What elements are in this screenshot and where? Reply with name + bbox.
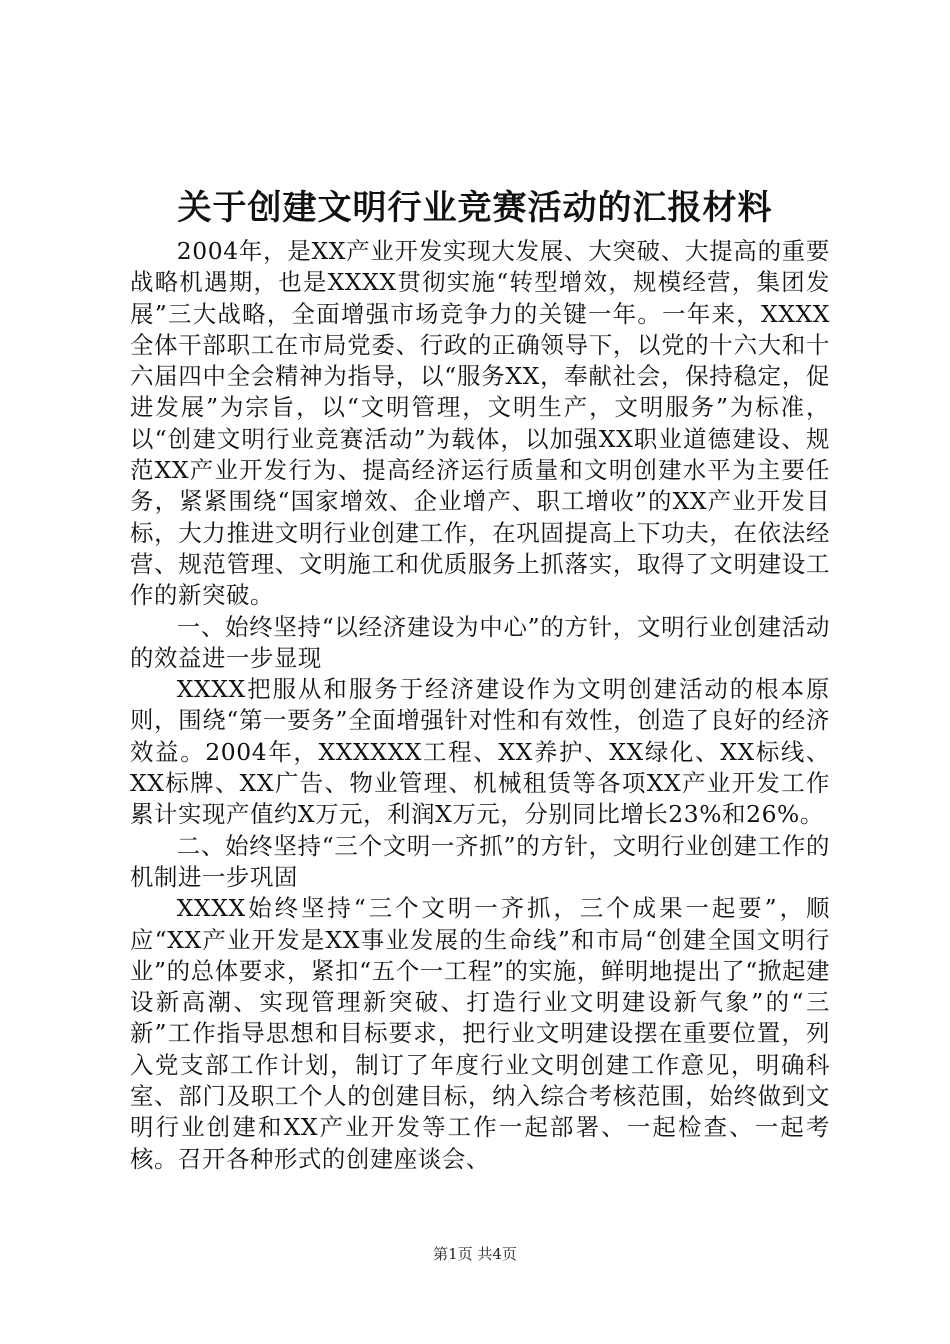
document-body (130, 236, 830, 1175)
document-title: 关于创建文明行业竞赛活动的汇报材料 (177, 188, 773, 228)
paragraph-section-1: XXXX把服从和服务于经济建设作为文明创建活动的根本原则，围绕“第一要务”全面增强针对性和有效性，创造了良好的经济效益。2004年，XXXXXX工程、XX养护、XX绿化、XX标线、XX标牌、XX广告、物业管理、机械租赁等各项XX产业开发工作累计实现产值约X万元，利润X万元，分别同比增长23%和26%。 (130, 675, 830, 829)
paragraph-intro: 2004年，是XX产业开发实现大发展、大突破、大提高的重要战略机遇期，也是XXXX贯彻实施“转型增效，规模经营，集团发展”三大战略，全面增强市场竞争力的关键一年。一年来，XXXX全体干部职工在市局党委、行政的正确领导下，以党的十六大和十六届四中全会精神为指导，以“服务XX，奉献社会，保持稳定，促进发展”为宗旨，以“文明管理，文明生产，文明服务”为标准，以“创建文明行业竞赛活动”为载体，以加强XX职业道德建设、规范XX产业开发行为、提高经济运行质量和文明创建水平为主要任务，紧紧围绕“国家增效、企业增产、职工增收”的XX产业开发目标，大力推进文明行业创建工作，在巩固提高上下功夫，在依法经营、规范管理、文明施工和优质服务上抓落实，取得了文明建设工作的新突破。 (130, 237, 830, 610)
section-heading-1: 一、始终坚持“以经济建设为中心”的方针，文明行业创建活动的效益进一步显现 (130, 612, 830, 672)
paragraph-section-2: XXXX始终坚持“三个文明一齐抓，三个成果一起要”，顺应“XX产业开发是XX事业发展的生命线”和市局“创建全国文明行业”的总体要求，紧扣“五个一工程”的实施，鲜明地提出了“掀起建设新高潮、实现管理新突破、打造行业文明建设新气象”的“三新”工作指导思想和目标要求，把行业文明建设摆在重要位置，列入党支部工作计划，制订了年度行业文明创建工作意见，明确科室、部门及职工个人的创建目标，纳入综合考核范围，始终做到文明行业创建和XX产业开发等工作一起部署、一起检查、一起考核。召开各种形式的创建座谈会、 (130, 894, 830, 1173)
section-heading-2: 二、始终坚持“三个文明一齐抓”的方针，文明行业创建工作的机制进一步巩固 (130, 831, 830, 891)
page-number-footer: 第1页 共4页 (433, 1245, 517, 1263)
